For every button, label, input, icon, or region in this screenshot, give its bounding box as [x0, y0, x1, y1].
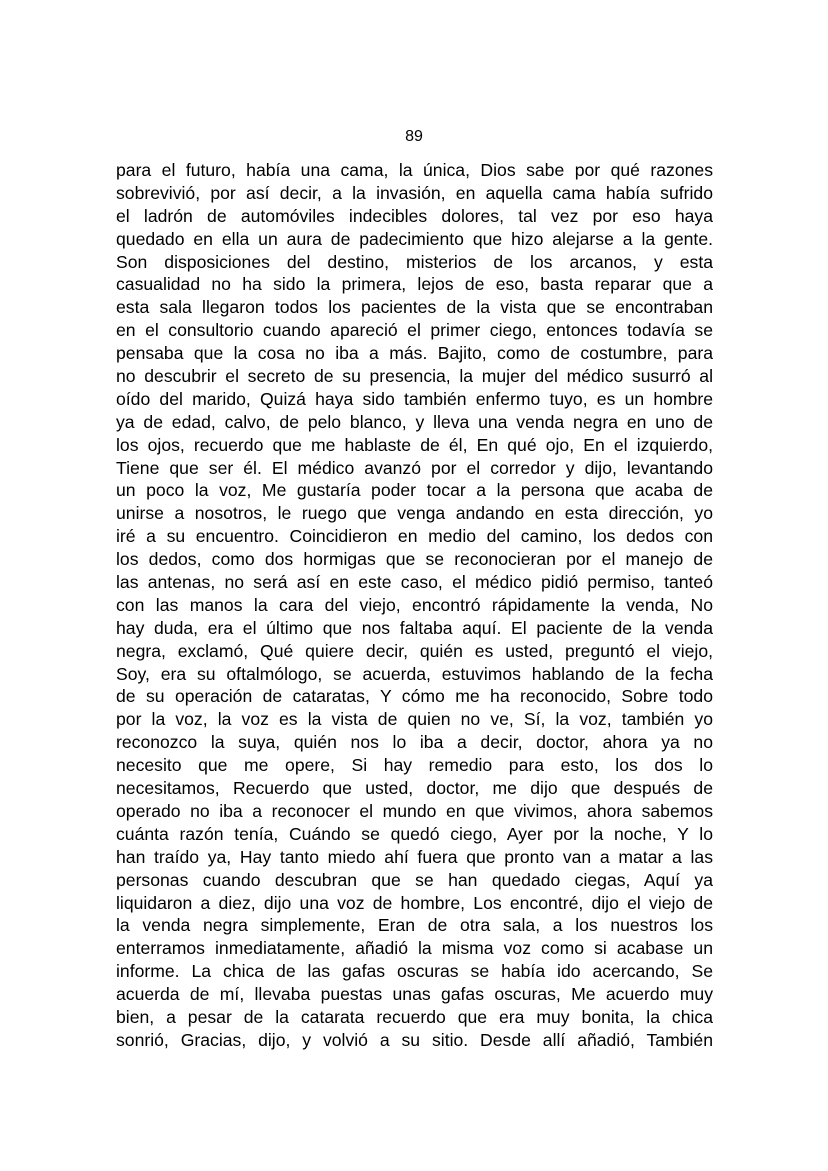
- text-line: oído del marido, Quizá haya sido también enfermo tuyo, es un hombre: [116, 388, 713, 409]
- text-line: los dedos, como dos hormigas que se reconocieran por el manejo de: [116, 549, 713, 570]
- text-line: informe. La chica de las gafas oscuras se había ido acercando, Se: [116, 961, 713, 982]
- text-line: necesito que me opere, Si hay remedio para esto, los dos lo: [116, 755, 713, 776]
- text-line: hay duda, era el último que nos faltaba aquí. El paciente de la venda: [116, 617, 713, 638]
- text-line: casualidad no ha sido la primera, lejos de eso, basta reparar que a: [116, 274, 713, 295]
- text-line: por la voz, la voz es la vista de quien no ve, Sí, la voz, también yo: [116, 709, 713, 730]
- page-number: 89: [405, 128, 423, 145]
- text-line: en el consultorio cuando apareció el primer ciego, entonces todavía se: [116, 320, 713, 341]
- text-line: ya de edad, calvo, de pelo blanco, y lleva una venda negra en uno de: [116, 411, 713, 432]
- text-line: necesitamos, Recuerdo que usted, doctor, me dijo que después de: [116, 778, 713, 799]
- text-line: quedado en ella un aura de padecimiento que hizo alejarse a la gente.: [116, 228, 713, 249]
- text-line: pensaba que la cosa no iba a más. Bajito, como de costumbre, para: [116, 343, 713, 364]
- body-text: [116, 159, 713, 1052]
- text-line: iré a su encuentro. Coincidieron en medio del camino, los dedos con: [116, 526, 713, 547]
- text-line: las antenas, no será así en este caso, el médico pidió permiso, tanteó: [116, 572, 713, 593]
- text-line: esta sala llegaron todos los pacientes de la vista que se encontraban: [116, 297, 713, 318]
- text-line: los ojos, recuerdo que me hablaste de él, En qué ojo, En el izquierdo,: [116, 434, 713, 455]
- text-line: Tiene que ser él. El médico avanzó por el corredor y dijo, levantando: [116, 457, 713, 478]
- text-line: Son disposiciones del destino, misterios de los arcanos, y esta: [116, 251, 713, 272]
- text-line: acuerda de mí, llevaba puestas unas gafas oscuras, Me acuerdo muy: [116, 984, 713, 1005]
- text-line: no descubrir el secreto de su presencia, la mujer del médico susurró al: [116, 366, 713, 387]
- text-line: un poco la voz, Me gustaría poder tocar a la persona que acaba de: [116, 480, 713, 501]
- text-line: para el futuro, había una cama, la única, Dios sabe por qué razones: [116, 160, 713, 180]
- text-line: personas cuando descubran que se han quedado ciegas, Aquí ya: [116, 869, 713, 890]
- text-line: la venda negra simplemente, Eran de otra sala, a los nuestros los: [116, 915, 713, 936]
- text-line: cuánta razón tenía, Cuándo se quedó ciego, Ayer por la noche, Y lo: [116, 823, 713, 844]
- text-line: sobrevivió, por así decir, a la invasión, en aquella cama había sufrido: [116, 182, 713, 203]
- text-line: reconozco la suya, quién nos lo iba a decir, doctor, ahora ya no: [116, 732, 713, 753]
- text-line: enterramos inmediatamente, añadió la misma voz como si acabase un: [116, 938, 713, 959]
- text-line: el ladrón de automóviles indecibles dolores, tal vez por eso haya: [116, 205, 713, 226]
- text-line: negra, exclamó, Qué quiere decir, quién es usted, preguntó el viejo,: [116, 640, 713, 661]
- text-line: liquidaron a diez, dijo una voz de hombre, Los encontré, dijo el viejo de: [116, 892, 713, 913]
- text-line: operado no iba a reconocer el mundo en que vivimos, ahora sabemos: [116, 800, 713, 821]
- text-line: unirse a nosotros, le ruego que venga andando en esta dirección, yo: [116, 503, 713, 524]
- text-line: Soy, era su oftalmólogo, se acuerda, estuvimos hablando de la fecha: [116, 663, 713, 684]
- text-line: sonrió, Gracias, dijo, y volvió a su sitio. Desde allí añadió, También: [116, 1029, 713, 1050]
- text-line: bien, a pesar de la catarata recuerdo que era muy bonita, la chica: [116, 1006, 713, 1027]
- text-line: de su operación de cataratas, Y cómo me ha reconocido, Sobre todo: [116, 686, 713, 707]
- text-line: han traído ya, Hay tanto miedo ahí fuera que pronto van a matar a las: [116, 846, 713, 867]
- text-line: con las manos la cara del viejo, encontró rápidamente la venda, No: [116, 594, 713, 615]
